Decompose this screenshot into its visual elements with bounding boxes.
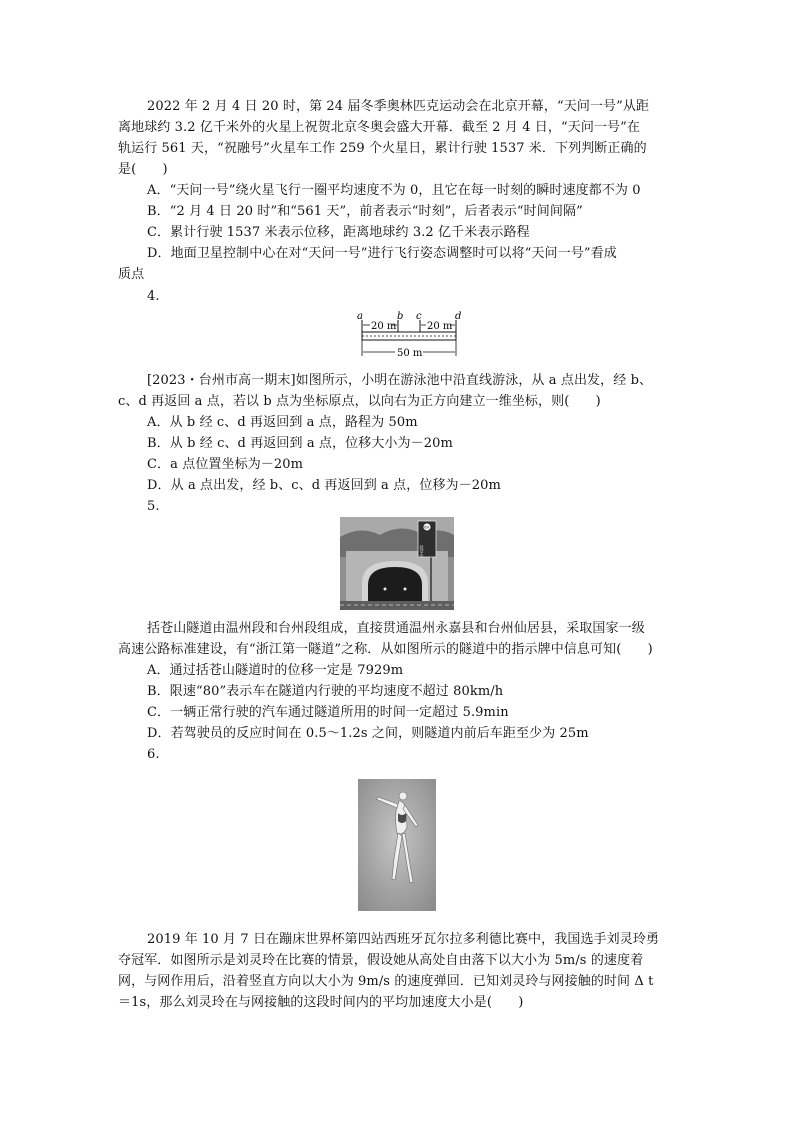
q3-option-d-cont: 质点 bbox=[118, 267, 145, 282]
q5-option-d: D．若驾驶员的反应时间在 0.5～1.2s 之间，则隧道内前后车距至少为 25m bbox=[147, 726, 589, 741]
q5-stem-line-2: 高速公路标准建设，有“浙江第一隧道”之称．从如图所示的隧道中的指示牌中信息可知( ) bbox=[118, 642, 653, 657]
tunnel-opening bbox=[368, 567, 422, 601]
q3-stem-line-1: 2022 年 2 月 4 日 20 时，第 24 届冬季奥林匹克运动会在北京开幕，“天问一号”从距 bbox=[147, 99, 650, 114]
athlete-head bbox=[399, 792, 407, 800]
q4-option-b: B．从 b 经 c、d 再返回到 a 点，位移大小为－20m bbox=[147, 436, 453, 451]
q3-option-a: A．“天问一号”绕火星飞行一圈平均速度不为 0，且它在每一时刻的瞬时速度都不为 0 bbox=[147, 183, 641, 198]
label-d: d bbox=[455, 311, 462, 322]
label-c: c bbox=[416, 311, 422, 322]
q3-stem-line-4: 是( ) bbox=[118, 162, 168, 177]
label-b: b bbox=[397, 311, 404, 322]
q6-number: 6. bbox=[147, 747, 160, 762]
q4-option-a: A．从 b 经 c、d 再返回到 a 点，路程为 50m bbox=[147, 415, 418, 430]
q4-option-c: C．a 点位置坐标为－20m bbox=[147, 457, 304, 472]
label-seg2: 20 m bbox=[427, 321, 453, 332]
q6-stem-line-4: ＝1s，那么刘灵玲在与网接触的这段时间内的平均加速度大小是( ) bbox=[118, 995, 524, 1010]
q6-stem-line-3: 网，与网作用后，沿着竖直方向以大小为 9m/s 的速度弹回．已知刘灵玲与网接触的时间 Δ t bbox=[118, 974, 654, 989]
speed-limit-value: 80 bbox=[424, 525, 429, 530]
trampoline-photo bbox=[358, 779, 436, 911]
q6-stem-line-1: 2019 年 10 月 7 日在蹦床世界杯第四站西班牙瓦尔拉多利德比赛中，我国选手刘灵玲勇 bbox=[147, 932, 660, 947]
label-seg1: 20 m bbox=[371, 321, 397, 332]
q5-number: 5. bbox=[147, 499, 160, 514]
q4-number: 4. bbox=[147, 289, 160, 304]
sign-tunnel-name: 括苍山 bbox=[419, 545, 425, 557]
q5-option-c: C．一辆正常行驶的汽车通过隧道所用的时间一定超过 5.9min bbox=[147, 705, 509, 720]
q3-option-d: D．地面卫星控制中心在对“天问一号”进行飞行姿态调整时可以将“天问一号”看成 bbox=[147, 246, 617, 261]
q3-stem-line-2: 离地球约 3.2 亿千米外的火星上祝贺北京冬奥会盛大开幕．截至 2 月 4 日，“天问一号”在 bbox=[118, 120, 641, 135]
tunnel-photo bbox=[340, 517, 454, 610]
label-total: 50 m bbox=[397, 348, 423, 359]
q3-option-b: B．“2 月 4 日 20 时”和“561 天”，前者表示“时刻”，后者表示“时间间隔” bbox=[147, 204, 583, 219]
q5-option-a: A．通过括苍山隧道时的位移一定是 7929m bbox=[147, 663, 404, 678]
label-a: a bbox=[357, 311, 363, 322]
q5-stem-line-1: 括苍山隧道由温州段和台州段组成，直接贯通温州永嘉县和台州仙居县，采取国家一级 bbox=[147, 621, 645, 636]
q3-option-c: C．累计行驶 1537 米表示位移，距离地球约 3.2 亿千米表示路程 bbox=[147, 225, 530, 240]
q4-stem-line-1: [2023・台州市高一期末]如图所示，小明在游泳池中沿直线游泳，从 a 点出发，经 b、 bbox=[147, 373, 653, 388]
road-surface bbox=[340, 601, 454, 610]
q4-option-d: D．从 a 点出发，经 b、c、d 再返回到 a 点，位移为－20m bbox=[147, 478, 501, 493]
q3-stem-line-3: 轨运行 561 天，“祝融号”火星车工作 259 个火星日，累计行驶 1537 米．下列判断正确的 bbox=[118, 141, 647, 156]
pool-figure bbox=[355, 308, 465, 366]
q4-stem-line-2: c、d 再返回 a 点，若以 b 点为坐标原点，以向右为正方向建立一维坐标，则( ) bbox=[118, 394, 601, 409]
q6-stem-line-2: 夺冠军．如图所示是刘灵玲在比赛的情景，假设她从高处自由落下以大小为 5m/s 的速度着 bbox=[118, 953, 644, 968]
q5-option-b: B．限速“80”表示车在隧道内行驶的平均速度不超过 80km/h bbox=[147, 684, 504, 699]
tunnel-light-left bbox=[384, 588, 387, 591]
tunnel-light-right bbox=[404, 588, 407, 591]
